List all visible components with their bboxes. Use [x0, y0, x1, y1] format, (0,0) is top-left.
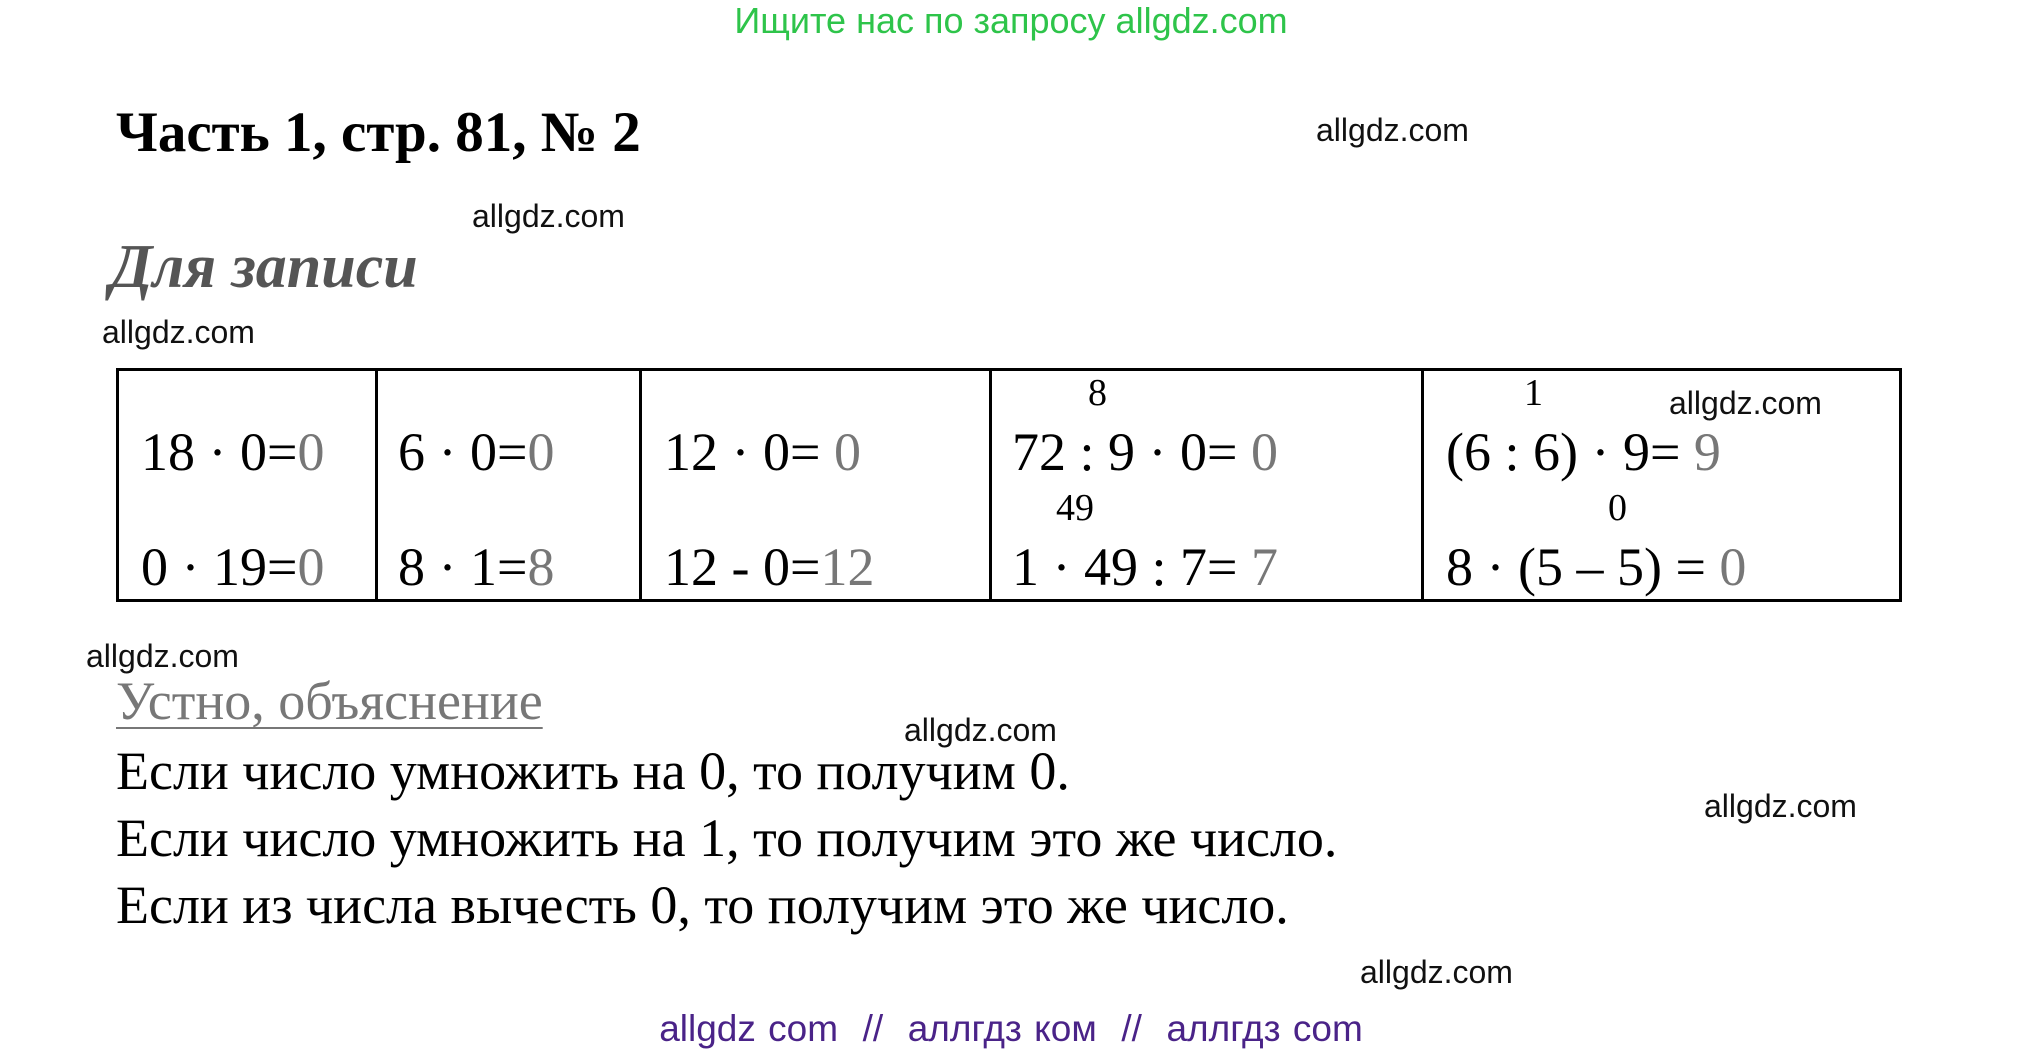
watermark: allgdz.com — [1360, 954, 1513, 990]
annotation: 49 — [1056, 487, 1094, 529]
expression: 0 · 19=0 — [141, 537, 325, 597]
answer: 0 — [297, 537, 325, 597]
watermark: allgdz.com — [472, 198, 625, 234]
watermark: allgdz.com — [1669, 385, 1822, 421]
rule-line: Если число умножить на 0, то получим 0. — [116, 741, 1070, 801]
section-heading: Для записи — [110, 233, 418, 301]
table-cell — [119, 371, 378, 599]
answer: 9 — [1693, 422, 1721, 482]
rule-line: Если число умножить на 1, то получим это же число. — [116, 808, 1338, 868]
expression: 1 · 49 : 7= 7 — [1012, 537, 1278, 597]
watermark: allgdz.com — [1316, 112, 1469, 148]
expression: (6 : 6) · 9= 9 — [1446, 422, 1721, 482]
table-cell — [642, 371, 992, 599]
watermark: allgdz.com — [1704, 788, 1857, 824]
expression: 18 · 0=0 — [141, 422, 325, 482]
watermark: allgdz.com — [86, 638, 239, 674]
expression: 72 : 9 · 0= 0 — [1012, 422, 1278, 482]
rule-line: Если из числа вычесть 0, то получим это же число. — [116, 875, 1289, 935]
table-cell — [378, 371, 642, 599]
page-title: Часть 1, стр. 81, № 2 — [116, 101, 641, 164]
exercise-table — [116, 368, 1902, 602]
watermark: allgdz.com — [904, 712, 1057, 748]
answer: 0 — [833, 422, 861, 482]
watermark: allgdz.com — [102, 314, 255, 350]
answer: 8 — [527, 537, 555, 597]
footer-links: allgdz com // аллгдз ком // аллгдз com — [659, 1008, 1363, 1049]
top-banner: Ищите нас по запросу allgdz.com — [734, 0, 1288, 41]
expression: 12 - 0=12 — [664, 537, 875, 597]
answer: 7 — [1250, 537, 1278, 597]
answer: 0 — [297, 422, 325, 482]
answer: 0 — [1719, 537, 1747, 597]
answer: 0 — [1250, 422, 1278, 482]
annotation: 0 — [1608, 487, 1627, 529]
expression: 8 · 1=8 — [398, 537, 555, 597]
table-cell — [1424, 371, 1899, 599]
expression: 8 · (5 – 5) = 0 — [1446, 537, 1747, 597]
answer: 0 — [527, 422, 555, 482]
table-cell — [992, 371, 1424, 599]
annotation: 8 — [1088, 372, 1107, 414]
expression: 12 · 0= 0 — [664, 422, 861, 482]
oral-heading: Устно, объяснение — [116, 671, 543, 731]
annotation: 1 — [1524, 372, 1543, 414]
answer: 12 — [820, 537, 875, 597]
expression: 6 · 0=0 — [398, 422, 555, 482]
